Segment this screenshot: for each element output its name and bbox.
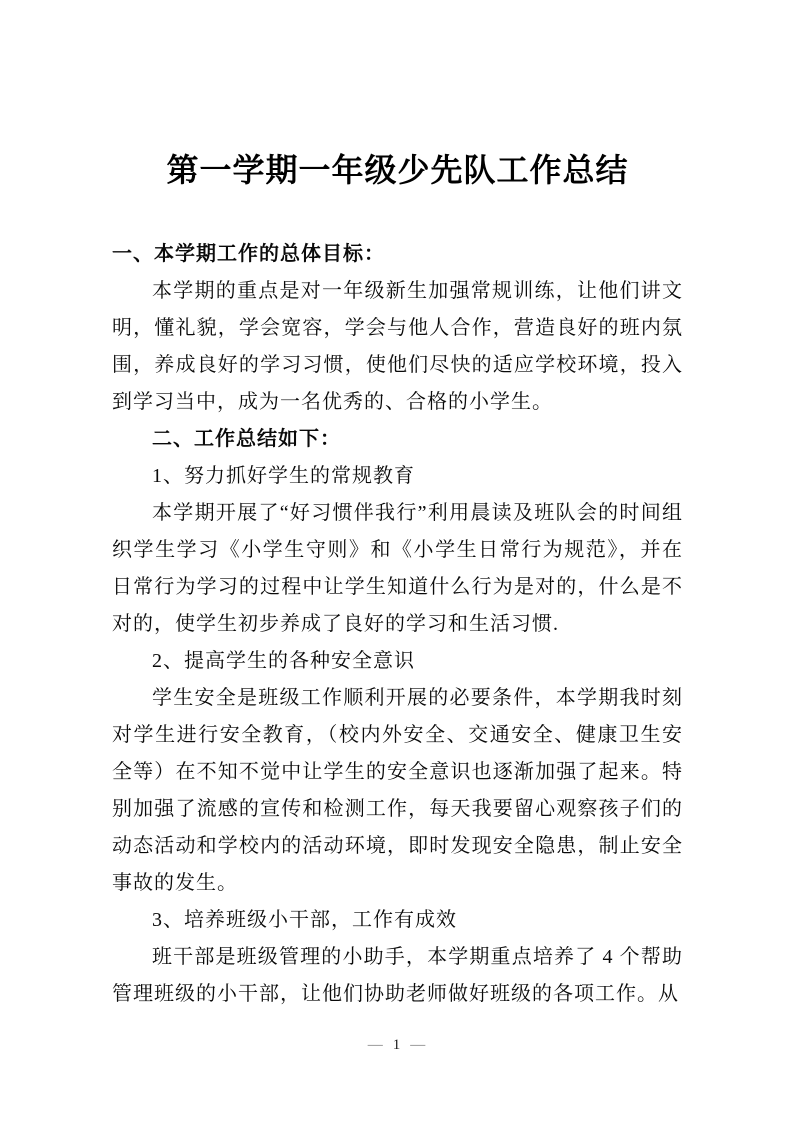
paragraph-goal-body: 本学期的重点是对一年级新生加强常规训练，让他们讲文明，懂礼貌，学会宽容，学会与他人合作，营造良好的班内氛围，养成良好的学习习惯，使他们尽快的适应学校环境，投入到学习当中，成为一名优秀的、合格的小学生。: [112, 280, 683, 413]
subheading-item-1: 1、努力抓好学生的常规教育: [152, 465, 415, 487]
footer-dash-right: —: [410, 1037, 426, 1053]
page-number: 1: [392, 1037, 401, 1053]
section-heading-1: 一、本学期工作的总体目标：: [112, 243, 385, 265]
footer-dash-left: —: [367, 1037, 383, 1053]
document-title: 第一学期一年级少先队工作总结: [166, 152, 629, 188]
paragraph-routine-education: 本学期开展了“好习惯伴我行”利用晨读及班队会的时间组织学生学习《小学生守则》和《小学生日常行为规范》，并在日常行为学习的过程中让学生知道什么行为是对的，什么是不对的，使学生初步养成了良好的学习和生活习惯.: [112, 502, 683, 635]
subheading-item-3: 3、培养班级小干部，工作有成效: [152, 909, 457, 931]
subheading-item-2: 2、提高学生的各种安全意识: [152, 650, 415, 672]
paragraph-safety-awareness: 学生安全是班级工作顺利开展的必要条件，本学期我时刻对学生进行安全教育，（校内外安全、交通安全、健康卫生安全等）在不知不觉中让学生的安全意识也逐渐加强了起来。特别加强了流感的宣传和检测工作，每天我要留心观察孩子们的动态活动和学校内的活动环境，即时发现安全隐患，制止安全事故的发生。: [112, 687, 683, 894]
paragraph-class-cadres: 班干部是班级管理的小助手，本学期重点培养了 4 个帮助管理班级的小干部，让他们协助老师做好班级的各项工作。从: [112, 946, 683, 1005]
page-footer: [0, 1034, 793, 1056]
section-heading-2: 二、工作总结如下：: [152, 428, 341, 450]
